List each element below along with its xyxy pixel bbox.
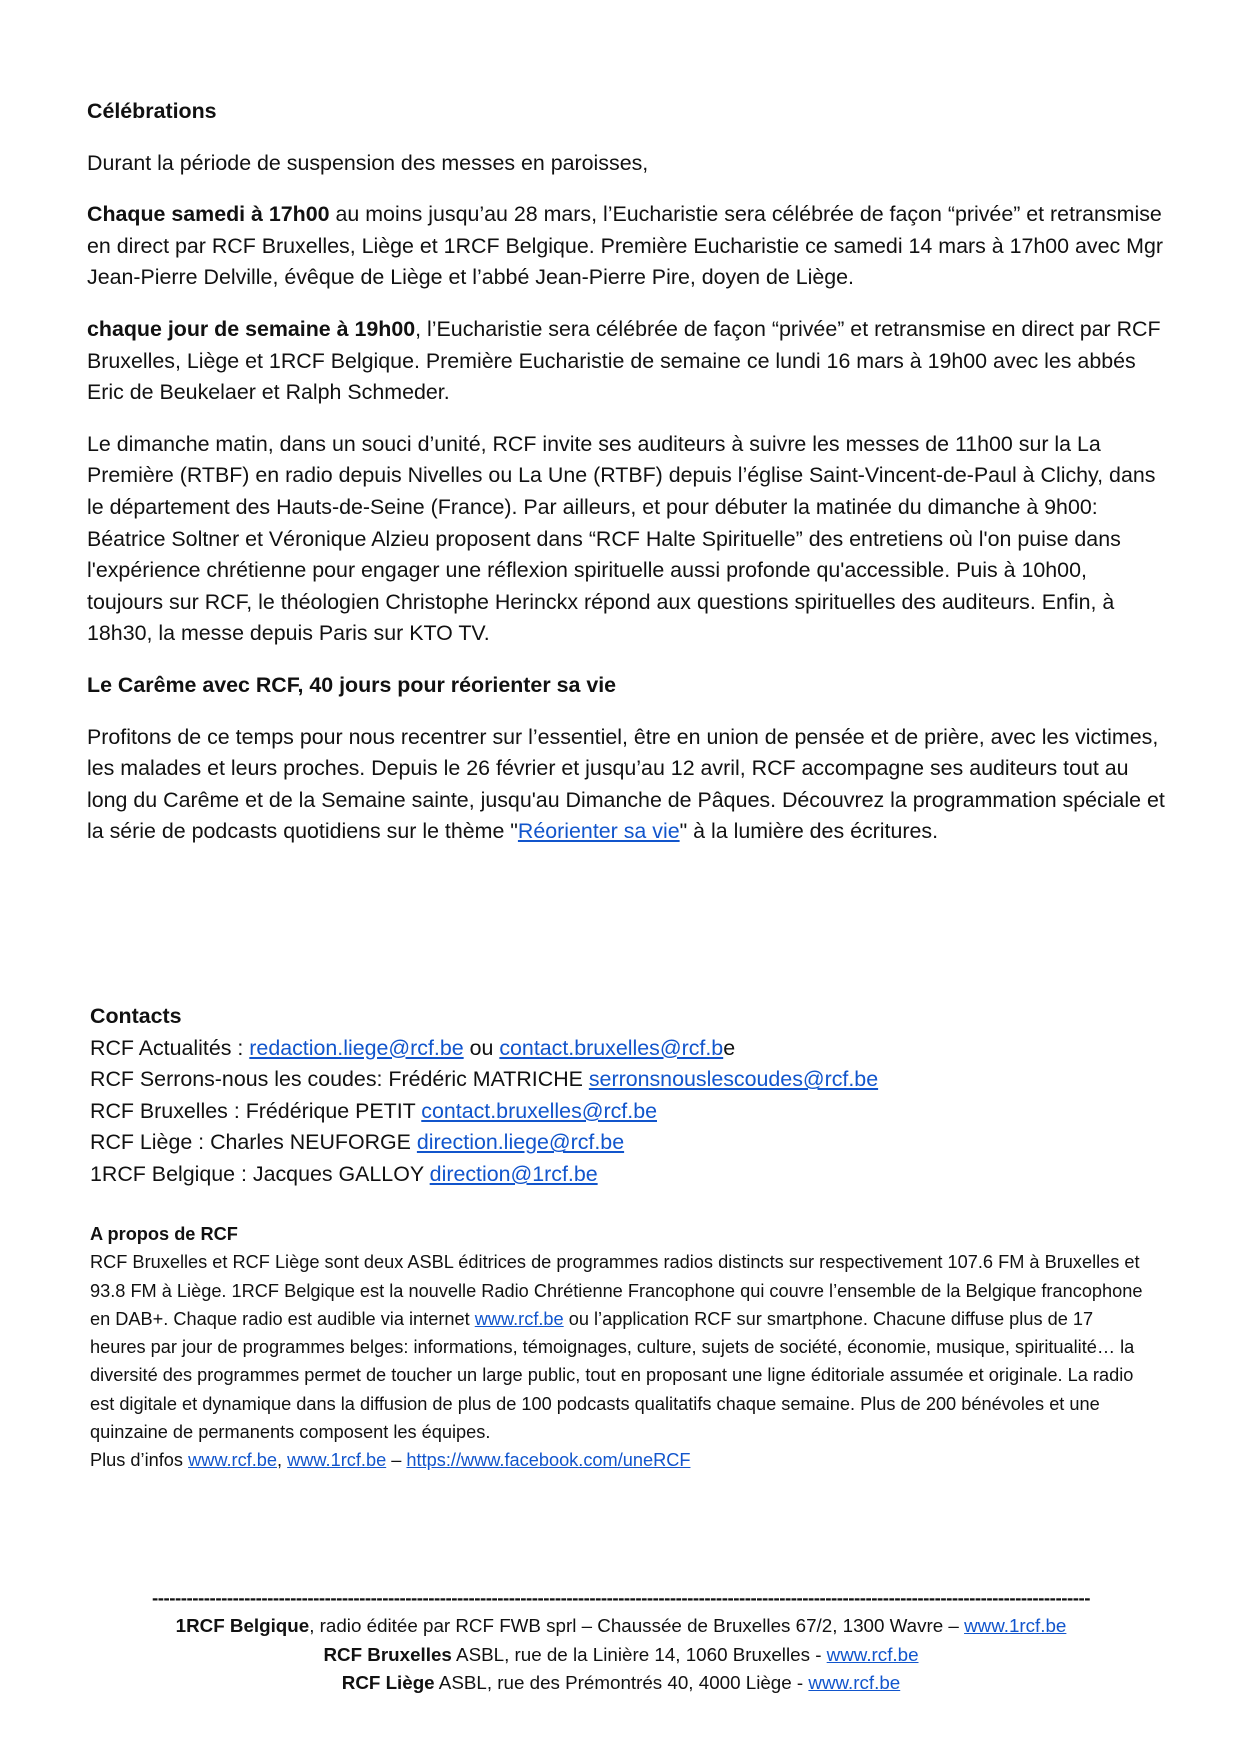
about-heading: A propos de RCF (90, 1224, 238, 1244)
contact-label: RCF Actualités : (90, 1035, 250, 1060)
sunday-paragraph: Le dimanche matin, dans un souci d’unité, RCF invite ses auditeurs à suivre les messes de 11h00 sur la La Première (RTBF) en radio depuis Nivelles ou La Une (RTBF) depuis l’église Saint-Vincent-de-Paul à Clichy, dans le département des Hauts-de-Seine (France). Par ailleurs, et pour débuter la matinée du dimanche à 9h00: Béatrice Soltner et Véronique Alzieu proposent dans “RCF Halte Spirituelle” des entretiens où l'on puise dans l'expérience chrétienne pour engager une réflexion spirituelle aussi profonde qu'accessible. Puis à 10h00, toujours sur RCF, le théologien Christophe Herinckx répond aux questions spirituelles des auditeurs. Enfin, à 18h30, la messe depuis Paris sur KTO TV. (87, 431, 1156, 646)
email-link-1rcf[interactable]: direction@1rcf.be (429, 1161, 598, 1186)
separator: , (277, 1450, 288, 1471)
careme-paragraph (87, 722, 1167, 848)
footer-org-name: RCF Bruxelles (323, 1643, 452, 1665)
footer-address: , radio éditée par RCF FWB sprl – Chaussée de Bruxelles 67/2, 1300 Wavre – (309, 1615, 965, 1637)
contact-line-serrons (90, 1064, 1150, 1096)
email-link-redaction-liege[interactable]: redaction.liege@rcf.be (249, 1035, 464, 1060)
rcf-website-link[interactable]: www.rcf.be (188, 1450, 278, 1471)
footer-address: ASBL, rue de la Linière 14, 1060 Bruxelles - (451, 1643, 827, 1665)
about-text-before: RCF Bruxelles et RCF Liège sont deux ASBL éditrices de programmes radios distincts sur respectivement 107.6 FM à Bruxelles et 93.8 FM à Liège. 1RCF Belgique est la nouvelle Radio Chrétienne Francophone qui couvre l’ensemble de la Belgique francophone en DAB+. Chaque radio est audible via internet (90, 1252, 1143, 1329)
email-link-contact-bruxelles[interactable]: contact.bruxelles@rcf.b (499, 1035, 724, 1060)
contacts-heading: Contacts (90, 1004, 182, 1028)
saturday-paragraph (87, 199, 1167, 294)
contact-label: RCF Bruxelles : Frédérique PETIT (90, 1098, 422, 1123)
more-info-label: Plus d’infos (90, 1450, 189, 1471)
reorienter-link[interactable]: Réorienter sa vie (517, 819, 680, 844)
1rcf-website-link[interactable]: www.1rcf.be (287, 1450, 387, 1471)
contact-line-belgique (90, 1159, 1150, 1191)
contact-label: 1RCF Belgique : Jacques GALLOY (90, 1161, 430, 1186)
contact-label: RCF Serrons-nous les coudes: Frédéric MATRICHE (90, 1067, 589, 1092)
rcf-website-link[interactable]: www.rcf.be (474, 1308, 564, 1329)
careme-text-after: " à la lumière des écritures. (679, 819, 939, 844)
footer-org-name: 1RCF Belgique (175, 1615, 310, 1637)
footer-link-rcf-liege[interactable]: www.rcf.be (808, 1672, 901, 1694)
email-link-liege[interactable]: direction.liege@rcf.be (416, 1130, 625, 1155)
about-section (90, 1220, 1150, 1475)
footer-line-liege (0, 1669, 1242, 1697)
saturday-bold: Chaque samedi à 17h00 (87, 202, 330, 227)
contact-separator: ou (463, 1035, 500, 1060)
footer-link-rcf-bruxelles[interactable]: www.rcf.be (826, 1643, 919, 1665)
about-text-after: ou l’application RCF sur smartphone. Chacune diffuse plus de 17 heures par jour de programmes belges: informations, témoignages, culture, sujets de société, économie, musique, spiritualité… la diversité des programmes permet de toucher un large public, tout en proposant une ligne éditoriale assumée et originale. La radio est digitale et dynamique dans la diffusion de plus de 100 podcasts qualitatifs chaque semaine. Plus de 200 bénévoles et une quinzaine de permanents composent les équipes. (90, 1308, 1135, 1443)
footer-divider: ------------------------------------------------------------------------------------------------------------------------------------------------------------------- (152, 1587, 1090, 1608)
footer-address: ASBL, rue des Prémontrés 40, 4000 Liège - (434, 1672, 809, 1694)
footer-org-name: RCF Liège (341, 1672, 435, 1694)
contact-line-bruxelles (90, 1096, 1150, 1128)
footer (0, 1584, 1242, 1698)
contact-label: RCF Liège : Charles NEUFORGE (90, 1130, 417, 1155)
about-paragraph (90, 1248, 1150, 1446)
saturday-text: au moins jusqu’au 28 mars, l’Eucharistie sera célébrée de façon “privée” et retransmise en direct par RCF Bruxelles, Liège et 1RCF Belgique. Première Eucharistie ce samedi 14 mars à 17h00 avec Mgr Jean-Pierre Delville, évêque de Liège et l’abbé Jean-Pierre Pire, doyen de Liège. (87, 202, 1163, 290)
weekday-bold: chaque jour de semaine à 19h00 (87, 316, 416, 341)
contacts-section (90, 1001, 1150, 1191)
careme-text-before: Profitons de ce temps pour nous recentrer sur l’essentiel, être en union de pensée et de prière, avec les victimes, les malades et leurs proches. Depuis le 26 février et jusqu’au 12 avril, RCF accompagne ses auditeurs tout au long du Carême et de la Semaine sainte, jusqu'au Dimanche de Pâques. Découvrez la programmation spéciale et la série de podcasts quotidiens sur le thème " (87, 724, 1165, 844)
footer-link-1rcf[interactable]: www.1rcf.be (964, 1615, 1067, 1637)
facebook-link[interactable]: https://www.facebook.com/uneRCF (406, 1450, 691, 1471)
contact-tail: e (723, 1035, 736, 1060)
footer-line-1rcf (0, 1612, 1242, 1640)
celebrations-heading: Célébrations (87, 99, 217, 123)
celebrations-intro: Durant la période de suspension des messes en paroisses, (87, 150, 649, 175)
email-link-bruxelles[interactable]: contact.bruxelles@rcf.be (421, 1098, 657, 1123)
more-info-line (90, 1446, 1150, 1474)
contact-line-liege (90, 1127, 1150, 1159)
footer-line-bruxelles (0, 1641, 1242, 1669)
main-content (87, 96, 1167, 868)
separator: – (386, 1450, 407, 1471)
weekday-text: , l’Eucharistie sera célébrée de façon “privée” et retransmise en direct par RCF Bruxelles, Liège et 1RCF Belgique. Première Eucharistie de semaine ce lundi 16 mars à 19h00 avec les abbés Eric de Beukelaer et Ralph Schmeder. (87, 316, 1161, 405)
contact-line-actualites (90, 1033, 1150, 1065)
email-link-serrons[interactable]: serronsnouslescoudes@rcf.be (588, 1067, 879, 1092)
careme-heading: Le Carême avec RCF, 40 jours pour réorienter sa vie (87, 672, 617, 697)
weekday-paragraph (87, 314, 1167, 409)
